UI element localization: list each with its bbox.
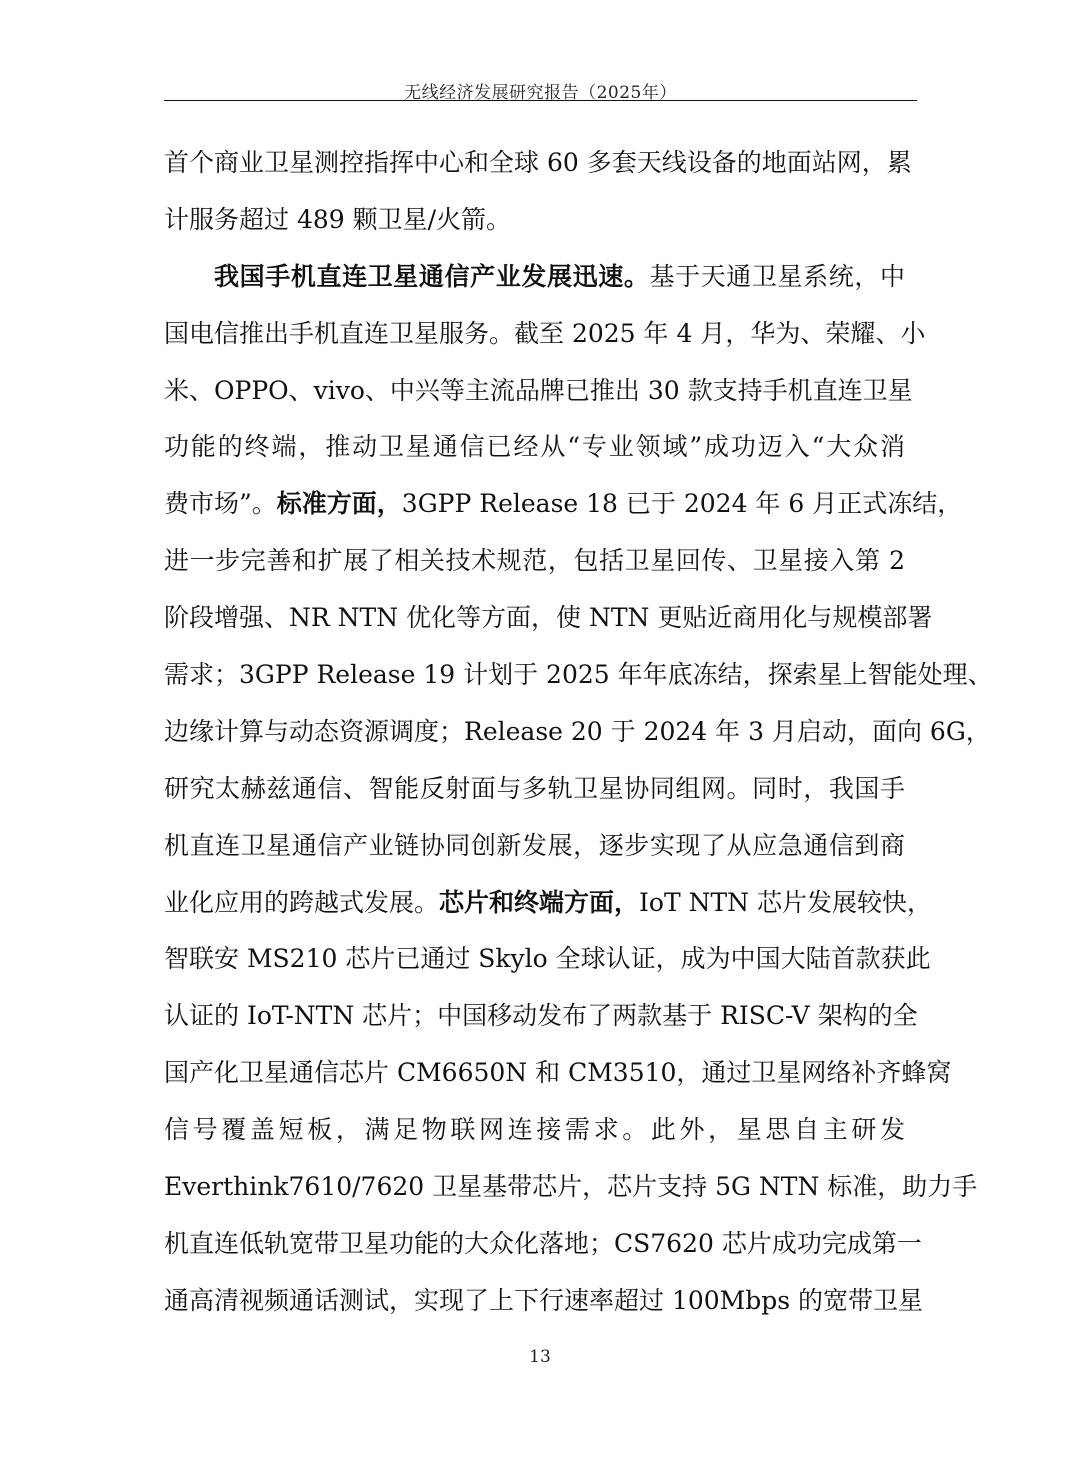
text-line-8: 进一步完善和扩展了相关技术规范，包括卫星回传、卫星接入第 2 xyxy=(164,546,905,576)
text-line-4: 国电信推出手机直连卫星服务。截至 2025 年 4 月，华为、荣耀、小 xyxy=(164,318,926,348)
text-span: 3GPP Release 18 已于 2024 年 6 月正式冻结， xyxy=(401,489,963,519)
text-line-13: 机直连卫星通信产业链协同创新发展，逐步实现了从应急通信到商 xyxy=(164,830,905,860)
text-span: 基于天通卫星系统，中 xyxy=(649,261,905,291)
text-line-16: 认证的 IoT-NTN 芯片；中国移动发布了两款基于 RISC-V 架构的全 xyxy=(164,1001,918,1031)
text-line-5: 米、OPPO、vivo、中兴等主流品牌已推出 30 款支持手机直连卫星 xyxy=(164,375,913,405)
text-line-14 xyxy=(164,875,932,932)
text-line-1: 首个商业卫星测控指挥中心和全球 60 多套天线设备的地面站网，累 xyxy=(164,148,912,177)
text-line-7 xyxy=(164,476,963,533)
text-line-6: 功能的终端，推动卫星通信已经从“专业领域”成功迈入“大众消 xyxy=(164,432,905,462)
text-line-21: 通高清视频通话测试，实现了上下行速率超过 100Mbps 的宽带卫星 xyxy=(164,1285,924,1315)
text-line-19: Everthink7610/7620 卫星基带芯片，芯片支持 5G NTN 标准，助力手 xyxy=(164,1172,978,1202)
text-line-2: 计服务超过 489 颗卫星/火箭。 xyxy=(164,204,512,234)
text-line-17: 国产化卫星通信芯片 CM6650N 和 CM3510，通过卫星网络补齐蜂窝 xyxy=(164,1058,952,1088)
text-line-3 xyxy=(164,249,905,306)
bold-heading-standards: 标准方面， xyxy=(276,489,402,519)
text-line-9: 阶段增强、NR NTN 优化等方面，使 NTN 更贴近商用化与规模部署 xyxy=(164,603,933,633)
text-line-15: 智联安 MS210 芯片已通过 Skylo 全球认证，成为中国大陆首款获此 xyxy=(164,944,931,974)
text-span: 费市场”。 xyxy=(164,489,277,519)
header-rule xyxy=(164,100,917,101)
bold-heading-industry: 我国手机直连卫星通信产业发展迅速。 xyxy=(214,261,650,291)
page-number: 13 xyxy=(529,1347,551,1367)
text-line-10: 需求；3GPP Release 19 计划于 2025 年年底冻结，探索星上智能处理、 xyxy=(164,660,993,690)
page-header-title: 无线经济发展研究报告（2025年） xyxy=(404,83,677,103)
text-line-20: 机直连低轨宽带卫星功能的大众化落地；CS7620 芯片成功完成第一 xyxy=(164,1228,922,1258)
text-span: IoT NTN 芯片发展较快， xyxy=(639,887,932,917)
text-line-11: 边缘计算与动态资源调度；Release 20 于 2024 年 3 月启动，面向 6G， xyxy=(164,716,991,746)
bold-heading-chips: 芯片和终端方面， xyxy=(439,887,640,917)
text-span: 业化应用的跨越式发展。 xyxy=(164,887,440,917)
text-line-12: 研究太赫兹通信、智能反射面与多轨卫星协同组网。同时，我国手 xyxy=(164,773,905,803)
text-line-18: 信号覆盖短板，满足物联网连接需求。此外，星思自主研发 xyxy=(164,1115,905,1145)
body-text xyxy=(164,135,993,1330)
